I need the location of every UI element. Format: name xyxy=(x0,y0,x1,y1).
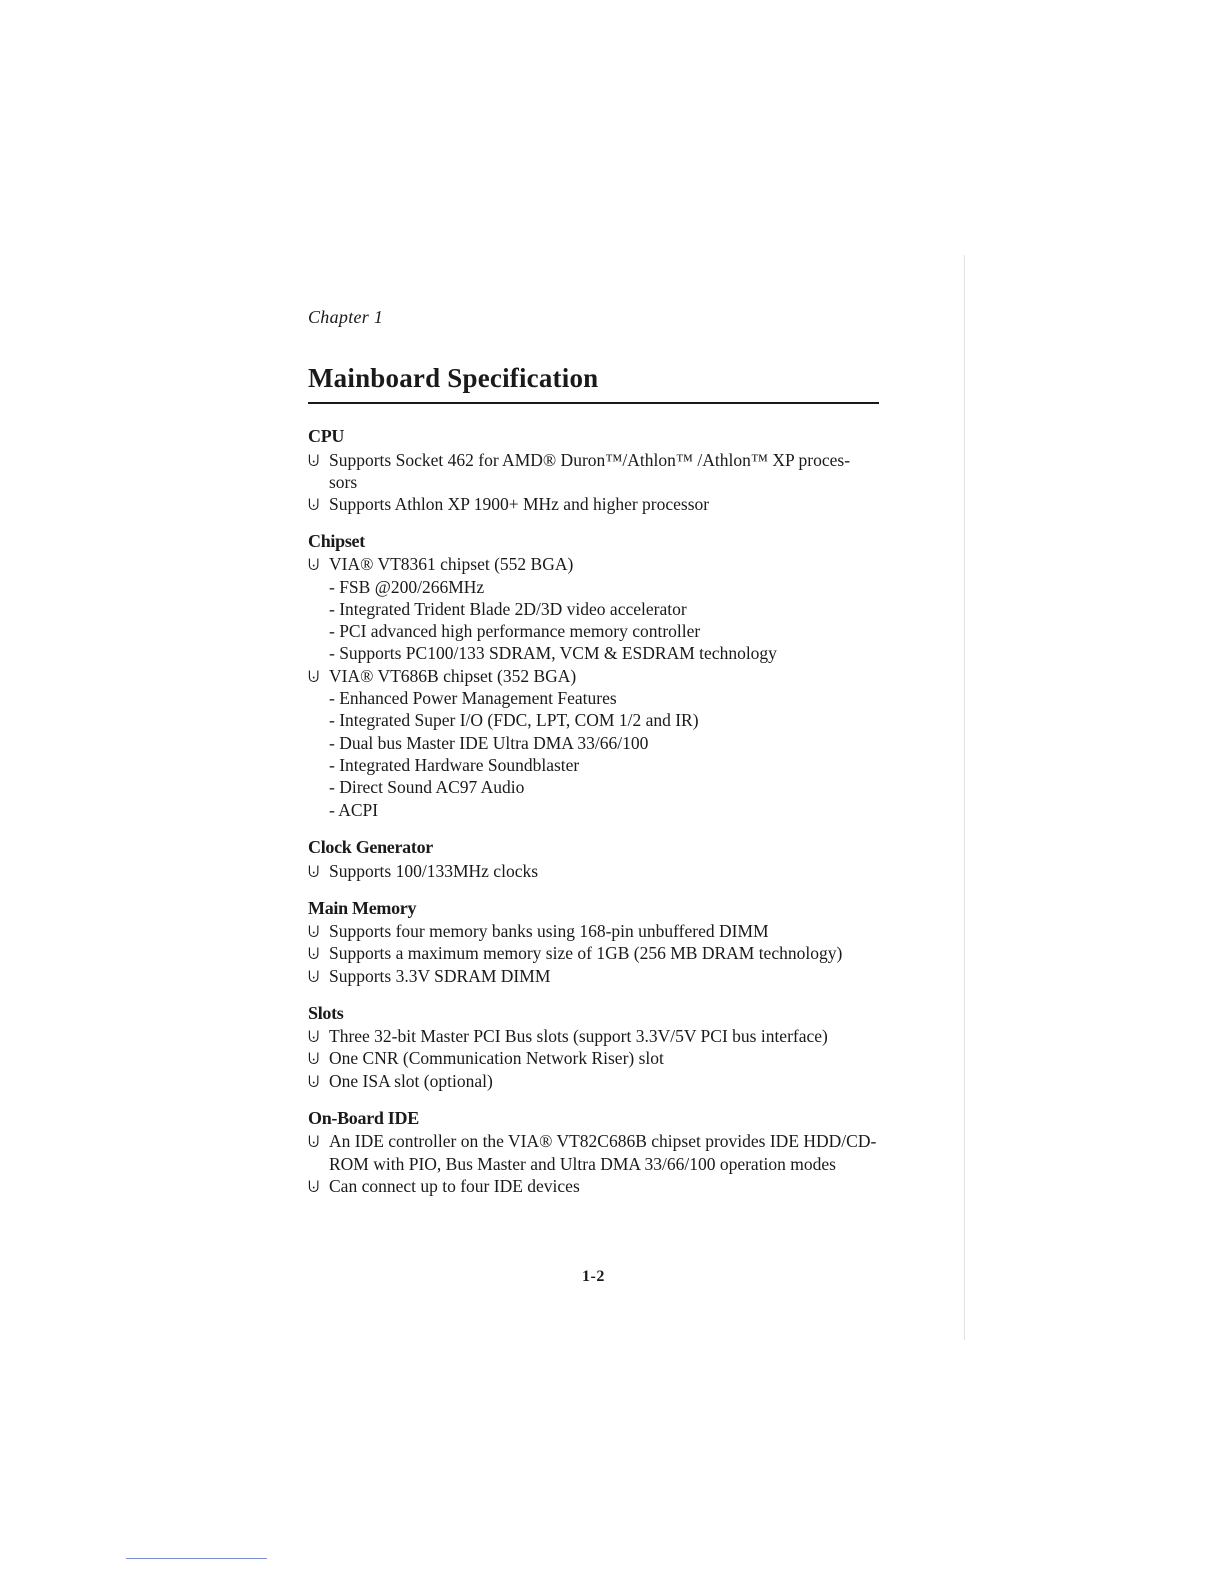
section-heading-cpu: CPU xyxy=(308,426,345,446)
section-heading-slots: Slots xyxy=(308,1003,344,1023)
sub-item: - Integrated Hardware Soundblaster xyxy=(329,755,580,775)
section-heading-ide: On-Board IDE xyxy=(308,1108,419,1128)
sub-item: - Direct Sound AC97 Audio xyxy=(329,777,525,797)
bullet-icon: ⨃ xyxy=(308,1074,320,1090)
bullet-icon: ⨃ xyxy=(308,669,320,685)
list-item-continuation: sors xyxy=(329,472,358,492)
list-item: ⨃ Three 32-bit Master PCI Bus slots (support 3.3V/5V PCI bus interface) xyxy=(308,1026,828,1046)
sub-item: - PCI advanced high performance memory controller xyxy=(329,621,701,641)
section-heading-chipset: Chipset xyxy=(308,531,365,551)
sub-item: - Integrated Super I/O (FDC, LPT, COM 1/2 and IR) xyxy=(329,710,699,730)
sub-item: - Supports PC100/133 SDRAM, VCM & ESDRAM technology xyxy=(329,643,777,663)
bullet-icon: ⨃ xyxy=(308,969,320,985)
sub-item: - FSB @200/266MHz xyxy=(329,577,485,597)
page-number: 1-2 xyxy=(582,1268,605,1285)
bullet-icon: ⨃ xyxy=(308,1134,320,1150)
bullet-icon: ⨃ xyxy=(308,1179,320,1195)
list-item-continuation: ROM with PIO, Bus Master and Ultra DMA 33/66/100 operation modes xyxy=(329,1154,836,1174)
sub-item: - Integrated Trident Blade 2D/3D video accelerator xyxy=(329,599,687,619)
chapter-label: Chapter 1 xyxy=(308,307,384,327)
list-item: ⨃ VIA® VT686B chipset (352 BGA) xyxy=(308,666,577,686)
bullet-icon: ⨃ xyxy=(308,924,320,940)
bullet-icon: ⨃ xyxy=(308,557,320,573)
bullet-icon: ⨃ xyxy=(308,864,320,880)
bullet-icon: ⨃ xyxy=(308,1029,320,1045)
list-item: ⨃ Supports four memory banks using 168-pin unbuffered DIMM xyxy=(308,921,769,941)
section-heading-clock: Clock Generator xyxy=(308,837,433,857)
footer-rule xyxy=(126,1558,267,1559)
title-underline xyxy=(308,402,879,404)
list-item: ⨃ One CNR (Communication Network Riser) slot xyxy=(308,1048,664,1068)
list-item: ⨃ Supports Athlon XP 1900+ MHz and higher processor xyxy=(308,494,710,514)
bullet-icon: ⨃ xyxy=(308,497,320,513)
list-item: ⨃ Can connect up to four IDE devices xyxy=(308,1176,580,1196)
sub-item: - Enhanced Power Management Features xyxy=(329,688,617,708)
sub-item: - ACPI xyxy=(329,800,379,820)
list-item: ⨃ An IDE controller on the VIA® VT82C686B chipset provides IDE HDD/CD- xyxy=(308,1131,877,1151)
sub-item: - Dual bus Master IDE Ultra DMA 33/66/100 xyxy=(329,733,649,753)
bullet-icon: ⨃ xyxy=(308,453,320,469)
list-item: ⨃ VIA® VT8361 chipset (552 BGA) xyxy=(308,554,574,574)
list-item: ⨃ Supports a maximum memory size of 1GB (256 MB DRAM technology) xyxy=(308,943,843,963)
bullet-icon: ⨃ xyxy=(308,946,320,962)
list-item: ⨃ Supports 3.3V SDRAM DIMM xyxy=(308,966,551,986)
bullet-icon: ⨃ xyxy=(308,1051,320,1067)
page-edge-rule xyxy=(964,255,965,1340)
section-heading-memory: Main Memory xyxy=(308,898,417,918)
page-title: Mainboard Specification xyxy=(308,363,599,393)
list-item: ⨃ One ISA slot (optional) xyxy=(308,1071,493,1091)
list-item: ⨃ Supports 100/133MHz clocks xyxy=(308,861,539,881)
list-item: ⨃ Supports Socket 462 for AMD® Duron™/Athlon™ /Athlon™ XP proces- xyxy=(308,450,851,470)
